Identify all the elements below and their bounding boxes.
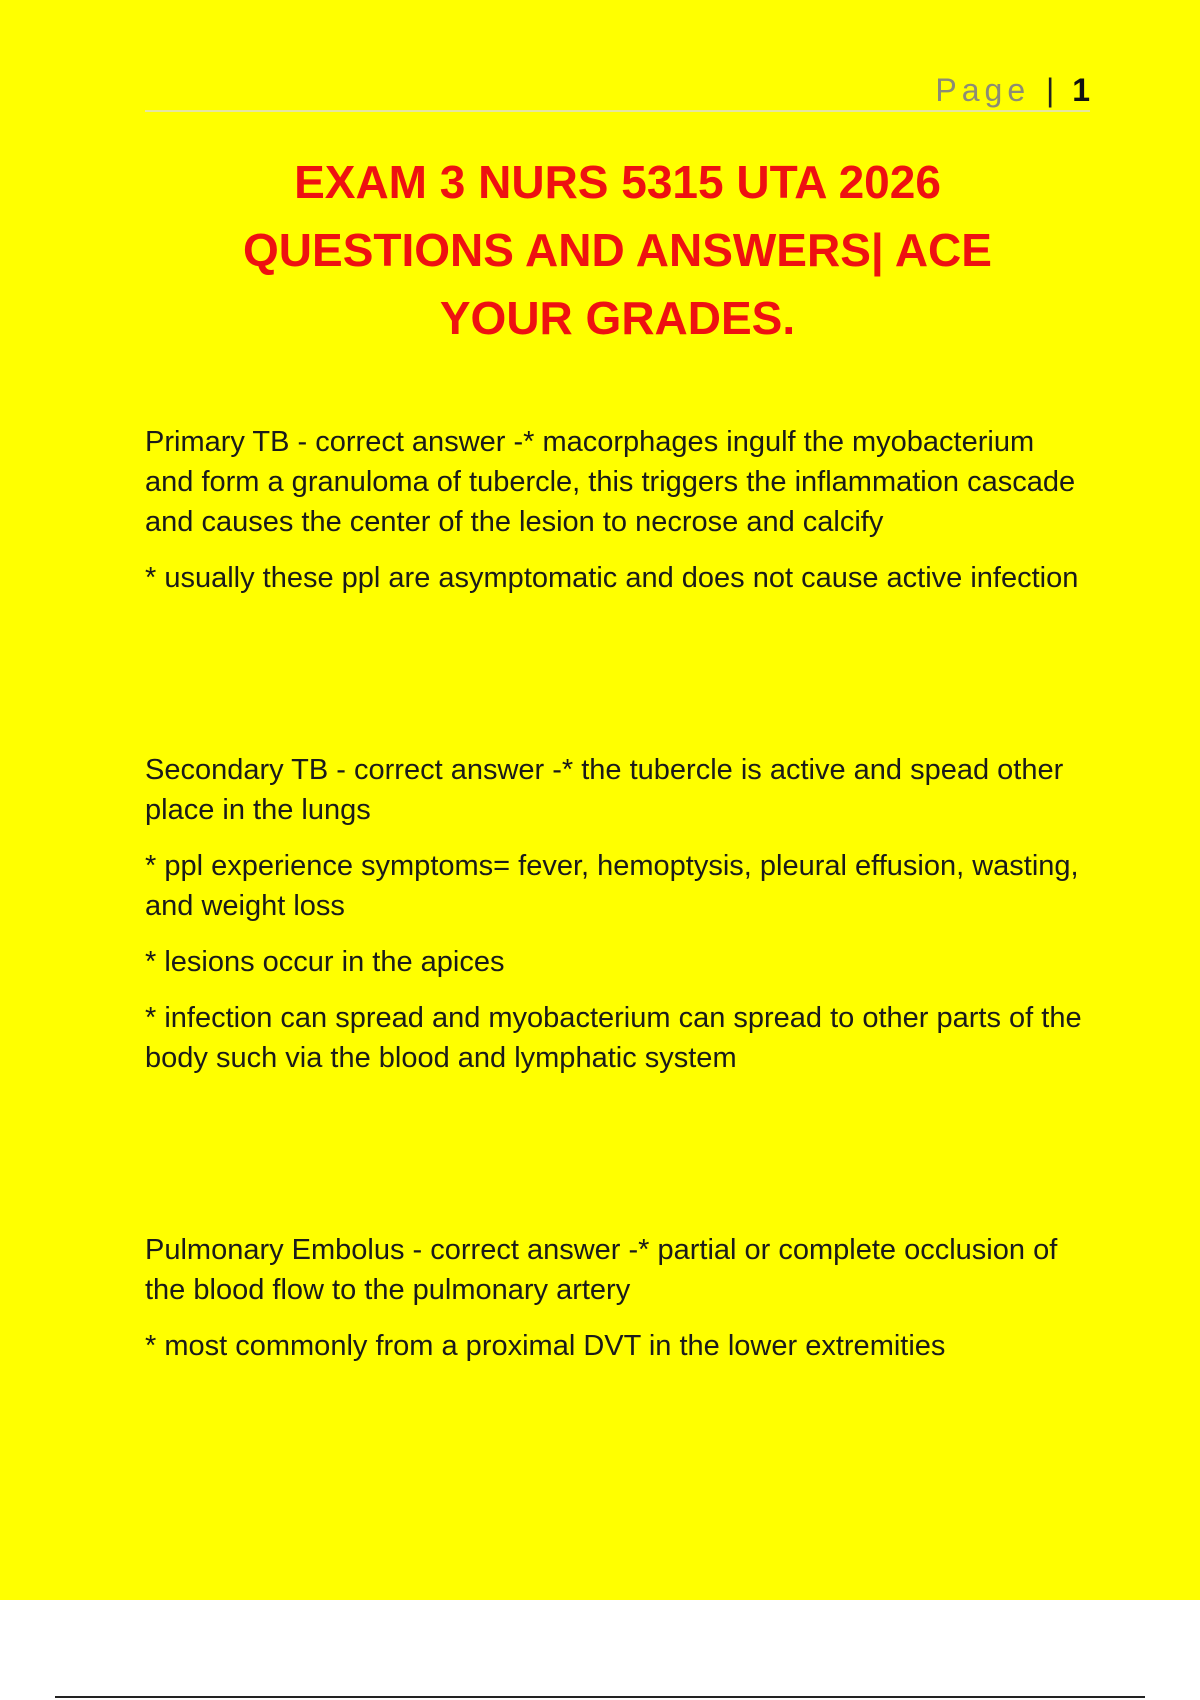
qa-question-answer: Pulmonary Embolus - correct answer -* partial or complete occlusion of the blood flow to the pulmonary artery bbox=[145, 1234, 1058, 1306]
qa-item-secondary-tb bbox=[145, 750, 1090, 1078]
title-line: QUESTIONS AND ANSWERS| ACE bbox=[243, 224, 992, 276]
qa-answer-note: * infection can spread and myobacterium can spread to other parts of the body such via the blood and lymphatic system bbox=[145, 1002, 1082, 1074]
qa-answer-note: * usually these ppl are asymptomatic and does not cause active infection bbox=[145, 562, 1079, 594]
page-separator: | bbox=[1046, 72, 1055, 108]
qa-answer-note: * lesions occur in the apices bbox=[145, 946, 505, 978]
qa-item-pulmonary-embolus bbox=[145, 1230, 1090, 1366]
document-body bbox=[145, 422, 1090, 1382]
footer-divider bbox=[55, 1696, 1145, 1698]
qa-item-primary-tb bbox=[145, 422, 1090, 598]
qa-answer-note: * most commonly from a proximal DVT in the lower extremities bbox=[145, 1330, 946, 1362]
qa-question-answer: Secondary TB - correct answer -* the tubercle is active and spead other place in the lungs bbox=[145, 754, 1064, 826]
page-number: 1 bbox=[1072, 72, 1090, 108]
page-number-header bbox=[935, 72, 1090, 109]
title-line: EXAM 3 NURS 5315 UTA 2026 bbox=[294, 156, 941, 208]
header-divider bbox=[145, 110, 1090, 112]
page-label: Page bbox=[935, 72, 1031, 108]
document-title bbox=[145, 148, 1090, 352]
title-line: YOUR GRADES. bbox=[439, 292, 796, 344]
qa-question-answer: Primary TB - correct answer -* macorphages ingulf the myobacterium and form a granuloma of tubercle, this triggers the inflammation cascade and causes the center of the lesion to necrose and calcify bbox=[145, 426, 1076, 538]
qa-answer-note: * ppl experience symptoms= fever, hemoptysis, pleural effusion, wasting, and weight loss bbox=[145, 850, 1079, 922]
